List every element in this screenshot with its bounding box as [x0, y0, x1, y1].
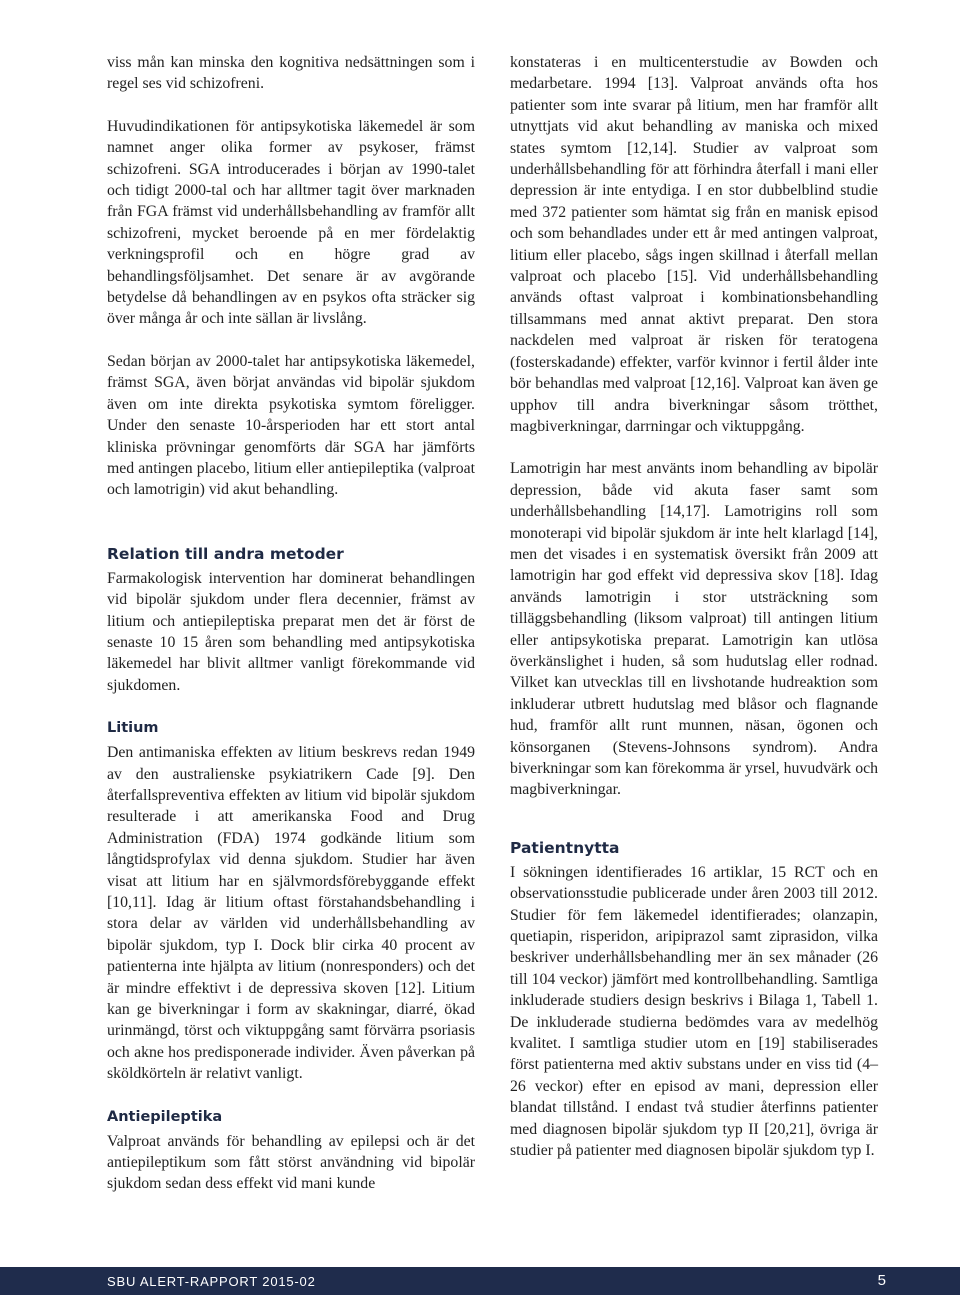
- footer-bar: [0, 1267, 960, 1295]
- page-number: 5: [877, 1272, 886, 1289]
- section-heading: Relation till andra metoder: [107, 544, 344, 563]
- paragraph: Lamotrigin har mest använts inom behandling av bipolär depression, både vid akuta faser samt som underhållsbehandling [14,17]. Lamotrigins roll som monoterapi vid bipolär sjukdom är inte helt klarlagd [14], men det visades i en systematisk översikt från 2009 att lamotrigin har god effekt vid depressiva skov [18]. Idag används lamotrigin i stor utsträckning som tilläggsbehandling (liksom valproat) till antingen litium eller antipsykotiska preparat. Lamotrigin kan utlösa överkänslighet i huden, så som hudutslag eller rodnad. Vilket kan utvecklas till en livshotande hudreaktion som inkluderar utbrett hudutslag med blåsor och flagnande hud, framför allt runt munnen, näsan, ögonen och könsorganen (Stevens-Johnsons syndrom). Andra biverkningar som kan förekomma är yrsel, huvudvärk och magbiverkningar.: [510, 460, 878, 799]
- publication-title: SBU ALERT-RAPPORT 2015-02: [107, 1274, 316, 1289]
- left-column: [107, 52, 475, 1195]
- paragraph: Den antimaniska effekten av litium beskrevs redan 1949 av den australienske psykiatrikern Cade [9]. Den återfallspreventiva effekten av litium vid bipolär sjukdom resulterade i att amerikanska Food and Drug Administration (FDA) 1974 godkände litium som långtidsprofylax vid denna sjukdom. Studier har även visat att litium har en självmordsförebyggande effekt [10,11]. Idag är litium oftast förstahandsbehandling i stora delar av världen vid underhållsbehandling av bipolär sjukdom, typ I. Dock blir cirka 40 procent av patienterna inte hjälpta av litium (nonresponders) och det är mindre effektivt i de depressiva skoven [12]. Litium kan ge biverkningar i form av skakningar, diarré, ökad urinmängd, törst och viktuppgång samt förvärra psoriasis och akne hos predisponerade individer. Även påverkan på sköldkörteln är relativt vanligt.: [107, 744, 475, 1083]
- paragraph: Valproat används för behandling av epilepsi och är det antiepileptikum som fått störst användning vid bipolär sjukdom sedan dess effekt vid mani kunde: [107, 1132, 475, 1193]
- subsection-heading: Antiepileptika: [107, 1108, 223, 1125]
- section-heading: Patientnytta: [510, 838, 620, 857]
- subsection-heading: Litium: [107, 720, 159, 737]
- paragraph: I sökningen identifierades 16 artiklar, 15 RCT och en observationsstudie publicerade under åren 2003 till 2012. Studier för fem läkemedel identifierades; olanzapin, quetiapin, risperidon, aripiprazol samt ziprasidon, vilka beskriver underhållsbehandling mer än sex månader (26 till 104 veckor) jämfört med kontrollbehandling. Samtliga inkluderade studiers design beskrivs i Bilaga 1, Tabell 1. De inkluderade studierna bedömdes vara av medelhög kvalitet. I samtliga studier utom en [19] stabiliserades först patienterna med aktiv substans under en viss tid (4–26 veckor) efter en episod av mani, depression eller blandat tillstånd. I endast två studier återfinns patienter med diagnosen bipolär sjukdom typ II [20,21], övriga är studier på patienter med diagnosen bipolär sjukdom typ I.: [510, 863, 878, 1160]
- paragraph: viss mån kan minska den kognitiva nedsättningen som i regel ses vid schizofreni.: [107, 54, 475, 93]
- paragraph: konstateras i en multicenterstudie av Bowden och medarbetare. 1994 [13]. Valproat används ofta hos patienter som inte svarar på litium, men har framför allt utnyttjats vid akut behandling av maniska och mixed states symtom [12,14]. Studier av valproat som underhållsbehandling för att förhindra återfall i mani eller depression är inte entydiga. I en stor dubbelblind studie med 372 patienter som hämtat sig från en manisk episod och som behandlades under ett år med antingen valproat, litium eller placebo, sågs ingen skillnad i återfall mellan valproat och placebo [15]. Vid underhållsbehandling används oftast valproat i kombinationsbehandling tillsammans med annat aktivt preparat. Den stora nackdelen med valproat är risken för teratogena (fosterskadande) effekter, varför kvinnor i fertil ålder inte bör behandlas med valproat [12,16]. Valproat kan även ge upphov till andra biverkningar såsom trötthet, magbiverkningar, darrningar och viktuppgång.: [510, 54, 878, 435]
- paragraph: Sedan början av 2000-talet har antipsykotiska läkemedel, främst SGA, även börjat användas vid bipolär sjukdom även om inte direkta psykotiska symtom föreligger. Under den senaste 10-årsperioden har ett stort antal kliniska prövningar genomförts där SGA har jämförts med antingen placebo, litium eller antiepileptika (valproat och lamotrigin) vid akut behandling.: [107, 352, 475, 499]
- paragraph: Farmakologisk intervention har dominerat behandlingen vid bipolär sjukdom under flera decennier, främst av litium och antiepileptiska preparat men det är först de senaste 10 15 åren som behandling med antipsykotiska läkemedel har blivit alltmer vanligt förekommande vid sjukdomen.: [107, 569, 475, 694]
- paragraph: Huvudindikationen för antipsykotiska läkemedel är som namnet anger olika former av psykoser, främst schizofreni. SGA introducerades i början av 1990-talet och tidigt 2000-tal och har alltmer tagit över marknaden från FGA främst vid underhållsbehandling av framför allt schizofreni, mycket beroende på en mer fördelaktig verkningsprofil och en högre grad av behandlingsföljsamhet. Det senare är av avgörande betydelse då behandlingen av en psykos ofta sträcker sig över många år och inte sällan är livslång.: [107, 117, 475, 328]
- right-column: [510, 52, 878, 1162]
